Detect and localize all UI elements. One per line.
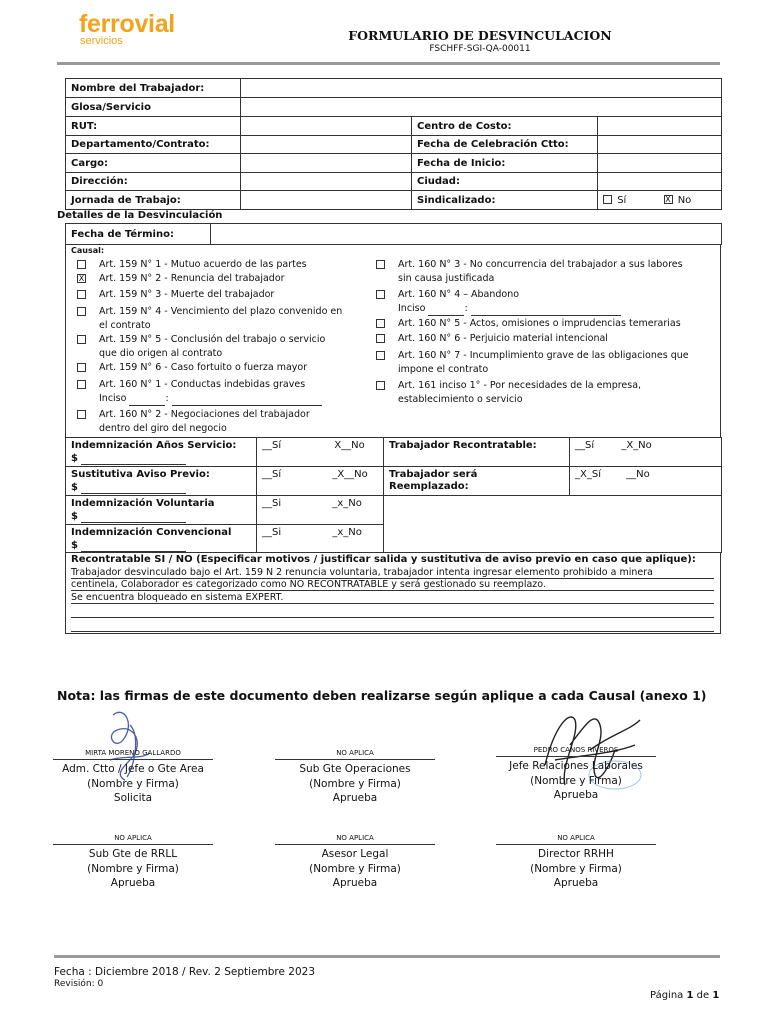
signer-role: Jefe Relaciones Laborales (509, 760, 643, 772)
company-logo-subtitle: servicios (80, 35, 123, 47)
causal-text: Art. 159 N° 1 - Mutuo acuerdo de las partes (99, 259, 307, 270)
causal-text: Art. 160 N° 5 - Actos, omisiones o imprudencias temerarias (398, 318, 681, 329)
departamento-label: Departamento/Contrato: (66, 136, 241, 154)
anos-servicio-amount[interactable] (81, 454, 186, 465)
signer-role: Sub Gte de RRLL (88, 848, 178, 860)
causal-text: Art. 159 N° 2 - Renuncia del trabajador (99, 273, 285, 284)
convencional-amount[interactable] (81, 541, 186, 552)
signature-block (496, 834, 656, 891)
detalles-section-title: Detalles de la Desvinculación (57, 210, 223, 221)
causal-checkbox[interactable] (77, 363, 86, 372)
reemplazado-cell (384, 467, 570, 496)
footer-revision: Revisión: 0 (54, 979, 104, 989)
sindicalizado-si-checkbox[interactable] (603, 195, 612, 204)
causal-text-continued: que dio origen al contrato (99, 348, 223, 359)
rut-field[interactable] (241, 117, 412, 136)
sustitutiva-amount[interactable] (81, 483, 186, 494)
recontratable-options[interactable] (570, 438, 722, 467)
causal-text: Art. 159 N° 4 - Vencimiento del plazo convenido en (99, 306, 343, 317)
sindicalizado-no-label: No (677, 194, 692, 206)
voluntaria-label: Indemnización Voluntaria (71, 498, 215, 509)
causal-text: Art. 160 N° 3 - No concurrencia del trabajador a sus labores (398, 259, 683, 270)
centro-costo-label: Centro de Costo: (412, 117, 598, 136)
reemplazado-no[interactable]: __No (626, 469, 650, 480)
page-of: de (696, 990, 710, 1001)
signer-action: Aprueba (332, 877, 378, 889)
causal-checkbox[interactable] (376, 260, 385, 269)
recontratable-line[interactable]: centinela, Colaborador es categorizado como NO RECONTRATABLE y será gestionado su reemplazo. (71, 579, 714, 591)
causal-text-continued: sin causa justificada (398, 273, 495, 284)
causal-checkbox[interactable] (77, 335, 86, 344)
empty-cell (384, 525, 722, 553)
anos-servicio-label: Indemnización Años Servicio: (71, 440, 237, 451)
voluntaria-options[interactable] (257, 496, 384, 525)
convencional-cell (66, 525, 257, 553)
page-current: 1 (686, 990, 694, 1001)
sindicalizado-si-label: Sí (617, 194, 627, 206)
signer-subtitle: (Nombre y Firma) (87, 777, 179, 790)
causal-checkbox[interactable] (376, 381, 385, 390)
recontratable-line[interactable]: Se encuentra bloqueado en sistema EXPERT. (71, 592, 714, 604)
sindicalizado-label: Sindicalizado: (412, 191, 598, 210)
signer-role: Asesor Legal (321, 848, 389, 860)
causal-checkbox[interactable] (77, 307, 86, 316)
signer-name: NO APLICA (53, 834, 213, 845)
recontratable-title: Recontratable SI / NO (Especificar motivos / justificar salida y sustitutiva de aviso previo en caso que aplique): (71, 554, 696, 565)
convencional-label: Indemnización Convencional (71, 526, 232, 538)
causal-text: Art. 159 N° 3 - Muerte del trabajador (99, 289, 275, 300)
signature-block (275, 749, 435, 806)
sustitutiva-label: Sustitutiva Aviso Previo: (71, 469, 210, 480)
recontratable-line[interactable] (71, 620, 714, 632)
centro-costo-field[interactable] (598, 117, 722, 136)
fecha-celebracion-field[interactable] (598, 136, 722, 154)
causal-checkbox[interactable] (77, 290, 86, 299)
causal-label: Causal: (71, 246, 105, 255)
signer-action: Aprueba (553, 789, 599, 801)
signature-block (53, 749, 213, 806)
page-total: 1 (712, 990, 720, 1001)
fecha-inicio-label: Fecha de Inicio: (412, 154, 598, 173)
causal-text-continued: dentro del giro del negocio (99, 423, 227, 434)
recontratable-no[interactable]: _X_No (621, 440, 652, 451)
signer-name: NO APLICA (275, 834, 435, 845)
page-label: Página (650, 990, 684, 1001)
convencional-options[interactable] (257, 525, 384, 553)
causal-text-continued: establecimiento o servicio (398, 394, 523, 405)
inciso-detail-blank[interactable] (471, 305, 621, 316)
signer-role: Sub Gte Operaciones (299, 763, 411, 775)
indemnizaciones-table (65, 437, 722, 553)
voluntaria-cell (66, 496, 257, 525)
cargo-field[interactable] (241, 154, 412, 173)
signer-action: Aprueba (553, 877, 599, 889)
anos-servicio-no[interactable]: X__No (334, 440, 365, 451)
signer-name: NO APLICA (496, 834, 656, 845)
signer-subtitle: (Nombre y Firma) (309, 862, 401, 875)
dollar-sign: $ (71, 453, 78, 464)
reemplazado-si[interactable]: _X_Sí (575, 469, 601, 480)
dollar-sign: $ (71, 511, 78, 522)
voluntaria-amount[interactable] (81, 512, 186, 523)
direccion-label: Dirección: (66, 173, 241, 191)
header-divider (57, 62, 720, 65)
document-title: FORMULARIO DE DESVINCULACION (348, 28, 612, 43)
causal-checkbox[interactable] (376, 334, 385, 343)
recontratable-label: Trabajador Recontratable: (384, 438, 570, 467)
fecha-termino-label: Fecha de Término: (66, 224, 211, 245)
inciso-line: Inciso : (99, 392, 322, 406)
dollar-sign: $ (71, 482, 78, 493)
sustitutiva-options[interactable] (257, 467, 384, 496)
causal-text: Art. 161 inciso 1° - Por necesidades de la empresa, (398, 380, 642, 391)
footer-divider (54, 955, 720, 958)
recontratable-line[interactable]: Trabajador desvinculado bajo el Art. 159 N 2 renuncia voluntaria, trabajador intenta ingresar elemento prohibido a minera (71, 567, 714, 579)
inciso-line: Inciso : (398, 302, 621, 316)
reemplazado-label-line2: Reemplazado: (389, 481, 469, 492)
ciudad-label: Ciudad: (412, 173, 598, 191)
signature-block (496, 746, 656, 803)
inciso-detail-blank[interactable] (172, 395, 322, 406)
causal-checkbox[interactable] (77, 260, 86, 269)
causal-checkbox[interactable] (77, 410, 86, 419)
signer-subtitle: (Nombre y Firma) (87, 862, 179, 875)
rut-label: RUT: (66, 117, 241, 136)
signer-action: Aprueba (110, 877, 156, 889)
jornada-label: Jornada de Trabajo: (66, 191, 241, 210)
causal-text: Art. 159 N° 6 - Caso fortuito o fuerza mayor (99, 362, 308, 373)
dollar-sign: $ (71, 539, 78, 551)
sindicalizado-no-checkbox[interactable]: X (665, 195, 671, 204)
direccion-field[interactable] (241, 173, 412, 191)
voluntaria-si[interactable]: __Si (262, 498, 282, 509)
convencional-no[interactable]: _x_No (332, 527, 362, 538)
voluntaria-no[interactable]: _x_No (332, 498, 362, 509)
recontratable-line[interactable] (71, 606, 714, 618)
glosa-label: Glosa/Servicio (66, 98, 241, 117)
causal-text: Art. 159 N° 5 - Conclusión del trabajo o servicio (99, 334, 326, 345)
sustitutiva-cell (66, 467, 257, 496)
signer-role: Director RRHH (538, 848, 614, 860)
empty-cell (384, 496, 722, 525)
causal-checkbox[interactable] (376, 290, 385, 299)
fecha-celebracion-label: Fecha de Celebración Ctto: (412, 136, 598, 154)
worker-info-table (65, 78, 722, 210)
jornada-field[interactable] (241, 191, 412, 210)
cargo-label: Cargo: (66, 154, 241, 173)
causal-text-continued: el contrato (99, 320, 151, 331)
causal-text: Art. 160 N° 2 - Negociaciones del trabajador (99, 409, 310, 420)
causal-text: Art. 160 N° 7 - Incumplimiento grave de las obligaciones que (398, 350, 689, 361)
convencional-si[interactable]: __Si (262, 527, 282, 538)
departamento-field[interactable] (241, 136, 412, 154)
inciso-blank[interactable] (428, 305, 464, 316)
nombre-label: Nombre del Trabajador: (66, 79, 241, 98)
ciudad-field[interactable] (598, 173, 722, 191)
fecha-termino-table (65, 223, 722, 245)
reemplazado-options[interactable] (570, 467, 722, 496)
company-logo: ferrovial (79, 10, 175, 38)
sustitutiva-no[interactable]: _X__No (332, 469, 368, 480)
reemplazado-label-line1: Trabajador será (389, 469, 478, 480)
causal-checkbox[interactable] (376, 351, 385, 360)
signer-name: PEDRO CANOS RIVEROS (496, 746, 656, 757)
signatures-note: Nota: las firmas de este documento deben realizarse según aplique a cada Causal (anexo 1) (57, 688, 707, 703)
signer-subtitle: (Nombre y Firma) (530, 862, 622, 875)
recontratable-si[interactable]: __Sí (575, 440, 595, 451)
signer-name: MIRTA MORENO GALLARDO (53, 749, 213, 760)
inciso-blank[interactable] (129, 395, 165, 406)
glosa-field[interactable] (241, 98, 722, 117)
signer-name: NO APLICA (275, 749, 435, 760)
page-number (650, 990, 719, 1001)
signature-block (53, 834, 213, 891)
fecha-termino-field[interactable] (211, 224, 722, 245)
document-code: FSCHFF-SGI-QA-00011 (429, 44, 531, 54)
inciso-label: Inciso (99, 393, 127, 404)
inciso-label: Inciso (398, 303, 426, 314)
signature-block (275, 834, 435, 891)
signer-subtitle: (Nombre y Firma) (309, 777, 401, 790)
causal-text: Art. 160 N° 6 - Perjuicio material intencional (398, 333, 608, 344)
anos-servicio-si[interactable]: __Sí (262, 440, 282, 451)
causal-checkbox[interactable] (376, 319, 385, 328)
signer-subtitle: (Nombre y Firma) (530, 774, 622, 787)
footer-date: Fecha : Diciembre 2018 / Rev. 2 Septiembre 2023 (54, 966, 316, 978)
sustitutiva-si[interactable]: __Sí (262, 469, 282, 480)
signer-action: Solicita (113, 792, 153, 804)
causal-text: Art. 160 N° 4 – Abandono (398, 289, 520, 300)
causal-text-continued: impone el contrato (398, 364, 489, 375)
causal-checkbox[interactable]: X (78, 274, 85, 283)
nombre-field[interactable] (241, 79, 722, 98)
signer-role: Adm. Ctto / Jefe o Gte Area (62, 763, 204, 775)
anos-servicio-cell (66, 438, 257, 467)
fecha-inicio-field[interactable] (598, 154, 722, 173)
anos-servicio-options[interactable] (257, 438, 384, 467)
causal-checkbox[interactable] (77, 380, 86, 389)
signer-action: Aprueba (332, 792, 378, 804)
sindicalizado-options (598, 191, 722, 210)
causal-text: Art. 160 N° 1 - Conductas indebidas graves (99, 379, 306, 390)
